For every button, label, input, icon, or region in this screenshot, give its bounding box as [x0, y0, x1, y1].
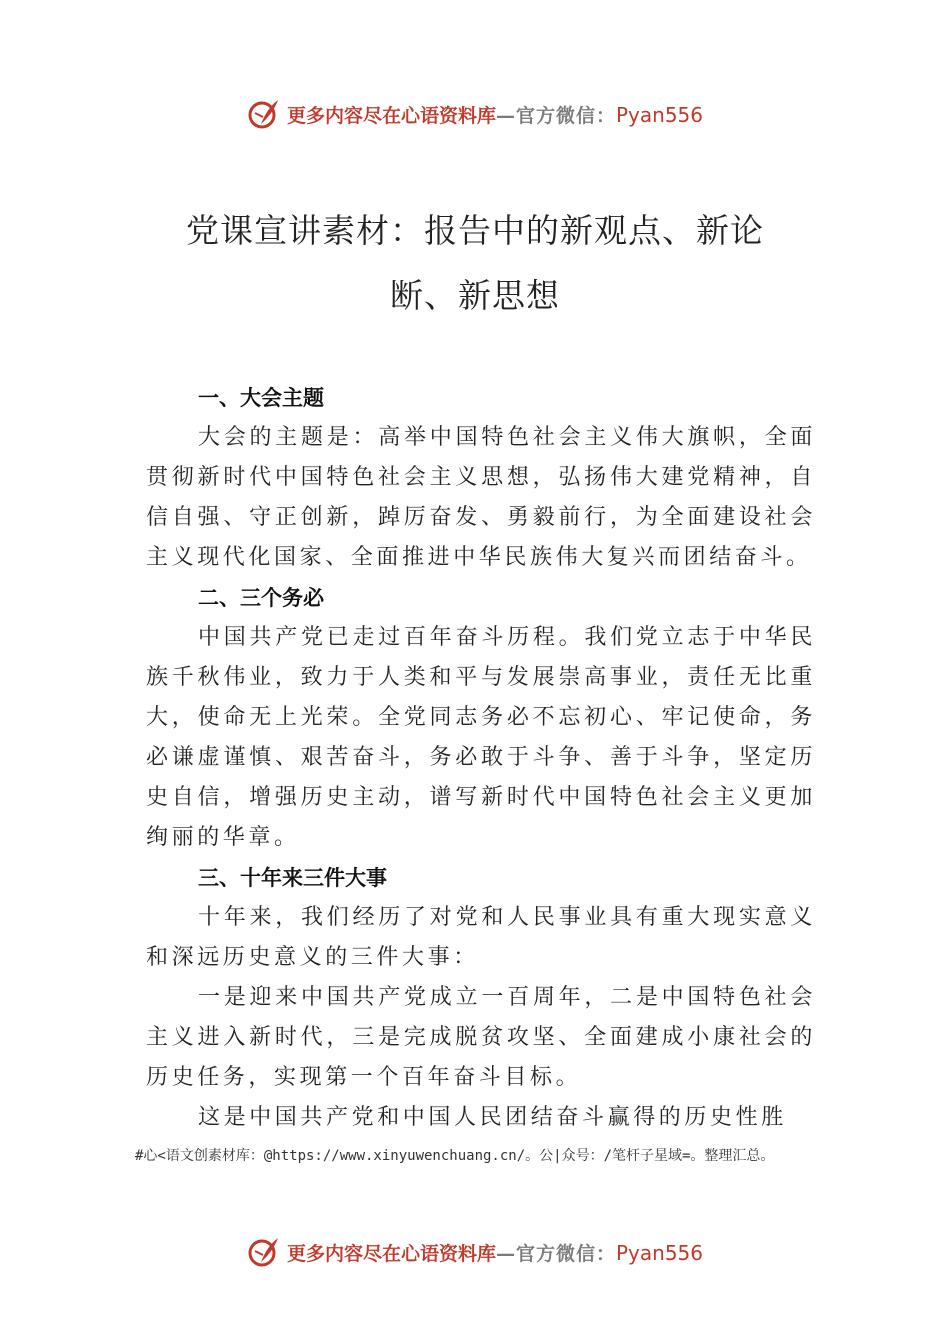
paragraph: 大会的主题是：高举中国特色社会主义伟大旗帜，全面贯彻新时代中国特色社会主义思想，弘扬伟大建党精神，自信自强、守正创新，踔厉奋发、勇毅前行，为全面建设社会主义现代化国家、全面推进中华民族伟大复兴而团结奋斗。: [146, 425, 816, 570]
footnote: #心<语文创素材库：@https://www.xinyuwenchuang.cn/。公|众号：/笔杆子星域=。整理汇总。: [135, 1148, 775, 1164]
banner-brand-text: 更多内容尽在心语资料库: [286, 104, 496, 127]
paragraph: 一是迎来中国共产党成立一百周年，二是中国特色社会主义进入新时代，三是完成脱贫攻坚、全面建成小康社会的历史任务，实现第一个百年奋斗目标。: [146, 985, 816, 1090]
section-heading: 三、十年来三件大事: [198, 866, 387, 890]
document-title-line2: 断、新思想: [390, 276, 560, 315]
footer-banner: [0, 1232, 950, 1272]
banner-wechat-id: Pyan556: [616, 1240, 704, 1265]
paragraph: 这是中国共产党和中国人民团结奋斗赢得的历史性胜: [198, 1105, 787, 1130]
banner-wechat-id: Pyan556: [616, 102, 704, 127]
section-heading: 一、大会主题: [198, 386, 324, 410]
banner-wechat-label: —官方微信：: [495, 1242, 616, 1265]
paragraph: 中国共产党已走过百年奋斗历程。我们党立志于中华民族千秋伟业，致力于人类和平与发展崇高事业，责任无比重大，使命无上光荣。全党同志务必不忘初心、牢记使命，务必谦虚谨慎、艰苦奋斗，务必敢于斗争、善于斗争，坚定历史自信，增强历史主动，谱写新时代中国特色社会主义更加绚丽的华章。: [146, 625, 816, 850]
banner-brand-text: 更多内容尽在心语资料库: [286, 1242, 496, 1265]
header-banner: [0, 94, 950, 134]
quill-logo-icon: [247, 1235, 281, 1269]
section-heading: 二、三个务必: [198, 586, 324, 610]
document-title-line1: 党课宣讲素材：报告中的新观点、新论: [186, 211, 764, 250]
banner-wechat-label: —官方微信：: [495, 104, 616, 127]
quill-logo-icon: [247, 97, 281, 131]
paragraph: 十年来，我们经历了对党和人民事业具有重大现实意义和深远历史意义的三件大事：: [146, 905, 816, 970]
document-body: [146, 378, 816, 1138]
